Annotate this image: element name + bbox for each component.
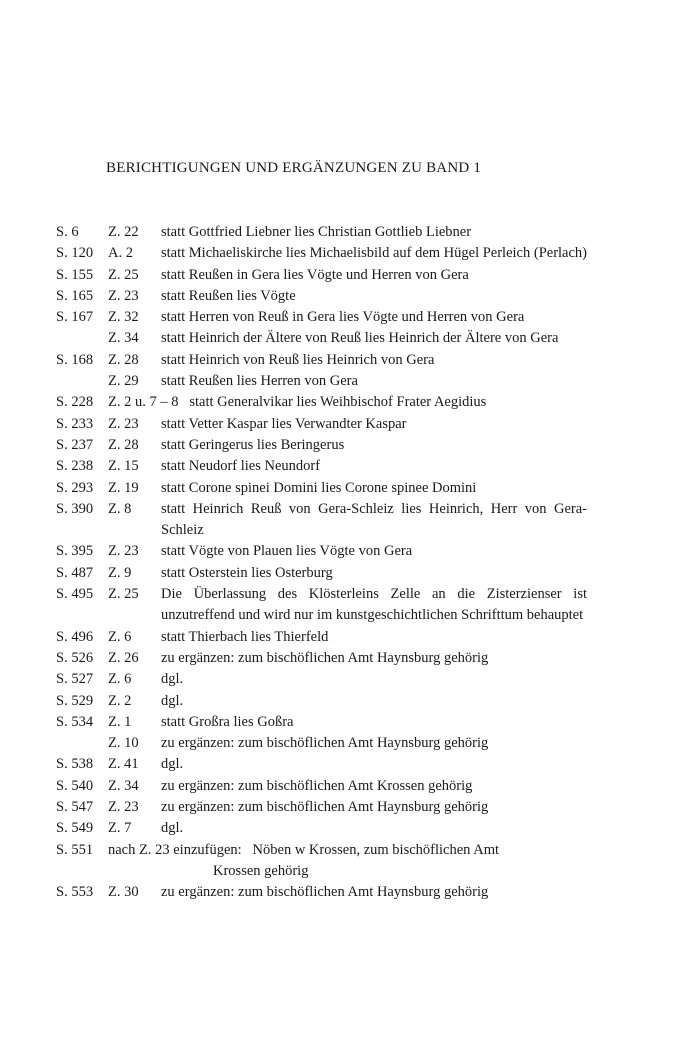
correction-text: Die Überlassung des Klösterleins Zelle an die Zisterzienser ist unzutreffend und wird nur im kunstgeschichtlichen Schrifttum behauptet [161,586,587,624]
list-item [56,222,656,243]
correction-text: statt Thierbach lies Thierfeld [161,628,329,645]
page-ref: S. 167 [56,309,94,326]
page-ref [56,328,108,349]
page-ref: S. 496 [56,628,94,645]
list-item [56,371,656,392]
page-ref: S. 549 [56,820,94,837]
correction-text: statt Osterstein lies Osterburg [161,564,333,581]
list-item [56,456,656,477]
line-ref: Z. 22 [108,224,139,240]
list-item [56,797,656,818]
list-item [56,712,656,733]
list-item [56,328,656,349]
line-ref: Z. 2 [108,692,132,709]
correction-text: dgl. [161,671,184,688]
line-ref-with-text [108,392,587,413]
list-item [56,307,656,328]
page-ref: S. 238 [56,458,94,475]
page-ref: S. 155 [56,266,94,283]
list-item [56,435,656,456]
correction-text: dgl. [161,692,184,709]
page-ref: S. 527 [56,671,94,688]
line-ref: Z. 1 [108,713,132,730]
page-ref: S. 534 [56,713,94,730]
line-ref: Z. 2 u. 7 – 8 [108,394,179,411]
correction-text: statt Herren von Reuß in Gera lies Vögte und Herren von Gera [161,309,525,326]
list-item [56,414,656,435]
line-ref: Z. 15 [108,458,139,475]
line-ref: Z. 23 [108,543,139,560]
list-item [56,733,656,754]
correction-text: statt Geringerus lies Beringerus [161,436,345,453]
correction-text: statt Michaeliskirche lies Michaelisbild auf dem Hügel Perleich (Perlach) [161,245,588,262]
correction-text: statt Reußen lies Vögte [161,287,296,304]
list-item [56,265,656,286]
page-ref: S. 390 [56,500,94,517]
line-ref: Z. 28 [108,351,139,368]
line-ref: Z. 25 [108,266,139,283]
correction-text: zu ergänzen: zum bischöflichen Amt Haynsburg gehörig [161,799,489,816]
list-item [56,243,656,264]
line-ref: Z. 32 [108,309,139,326]
page-ref: S. 233 [56,415,94,432]
correction-text: statt Corone spinei Domini lies Corone spinee Domini [161,479,477,496]
list-item [56,818,656,839]
line-ref: Z. 34 [108,777,139,794]
list-item [56,648,656,669]
list-item [56,350,656,371]
correction-text: dgl. [161,820,184,837]
list-item [56,627,656,648]
list-item [56,754,656,775]
correction-text: statt Vögte von Plauen lies Vögte von Gera [161,543,413,560]
page-ref: S. 553 [56,884,94,901]
correction-text: Nöben w Krossen, zum bischöflichen Amt [252,841,500,858]
list-item [56,499,656,542]
page-ref: S. 538 [56,756,94,773]
line-ref: Z. 30 [108,884,139,901]
page-ref: S. 551 [56,841,94,858]
correction-text: statt Neudorf lies Neundorf [161,458,321,475]
page-ref: S. 529 [56,692,94,709]
page-ref: S. 165 [56,287,94,304]
list-item [56,691,656,712]
page-ref: S. 168 [56,351,94,368]
corrections-list [56,222,656,904]
line-ref: Z. 8 [108,500,132,517]
page-ref: S. 395 [56,543,94,560]
correction-text: statt Gottfried Liebner lies Christian Gottlieb Liebner [161,224,472,240]
list-item [56,882,656,903]
page-ref: S. 495 [56,586,94,603]
page-ref: S. 237 [56,436,94,453]
page-ref: S. 228 [56,394,94,411]
page-ref [56,733,108,754]
correction-text: statt Heinrich Reuß von Gera-Schleiz lies Heinrich, Herr von Gera-Schleiz [161,500,587,539]
list-item [56,669,656,690]
list-item [56,563,656,584]
list-item [56,776,656,797]
correction-text: zu ergänzen: zum bischöflichen Amt Haynsburg gehörig [161,884,489,901]
page-ref: S. 6 [56,224,79,240]
correction-text: statt Vetter Kaspar lies Verwandter Kaspar [161,415,407,432]
page-ref: S. 120 [56,245,94,262]
line-ref: Z. 10 [108,735,139,752]
list-item [56,392,656,413]
insertion-first-line [108,840,639,861]
correction-text: statt Reußen in Gera lies Vögte und Herren von Gera [161,266,469,283]
page-ref [56,371,108,392]
line-ref: Z. 23 [108,287,139,304]
correction-text: zu ergänzen: zum bischöflichen Amt Haynsburg gehörig [161,649,489,666]
line-ref: nach Z. 23 einzufügen: [108,841,242,858]
line-ref: Z. 6 [108,671,132,688]
page-ref: S. 540 [56,777,94,794]
line-ref: Z. 7 [108,820,132,837]
correction-text: statt Heinrich der Ältere von Reuß lies Heinrich der Ältere von Gera [161,330,559,347]
list-item [56,541,656,562]
list-item [56,478,656,499]
correction-text: statt Großra lies Goßra [161,713,294,730]
page-heading: BERICHTIGUNGEN UND ERGÄNZUNGEN ZU BAND 1 [106,160,482,176]
line-ref: Z. 9 [108,564,132,581]
page-ref: S. 293 [56,479,94,496]
page-ref: S. 526 [56,649,94,666]
line-ref: Z. 6 [108,628,132,645]
correction-text: dgl. [161,756,184,773]
line-ref: Z. 26 [108,649,139,666]
line-ref: Z. 28 [108,436,139,453]
page-ref: S. 487 [56,564,94,581]
correction-text: statt Heinrich von Reuß lies Heinrich von Gera [161,351,435,368]
line-ref: Z. 34 [108,330,139,347]
line-ref: Z. 25 [108,586,139,603]
line-ref: Z. 23 [108,415,139,432]
correction-text: statt Generalvikar lies Weihbischof Frater Aegidius [189,394,487,411]
line-ref: Z. 29 [108,373,139,390]
correction-text: statt Reußen lies Herren von Gera [161,373,358,390]
correction-text: zu ergänzen: zum bischöflichen Amt Haynsburg gehörig [161,735,489,752]
page-ref: S. 547 [56,799,94,816]
line-ref: A. 2 [108,245,133,262]
line-ref: Z. 41 [108,756,139,773]
line-ref: Z. 23 [108,799,139,816]
list-item [56,584,656,627]
insertion-entry [108,840,639,883]
insertion-continuation: Krossen gehörig [213,862,309,879]
list-item [56,286,656,307]
list-item [56,840,656,883]
line-ref: Z. 19 [108,479,139,496]
correction-text: zu ergänzen: zum bischöflichen Amt Krossen gehörig [161,777,473,794]
